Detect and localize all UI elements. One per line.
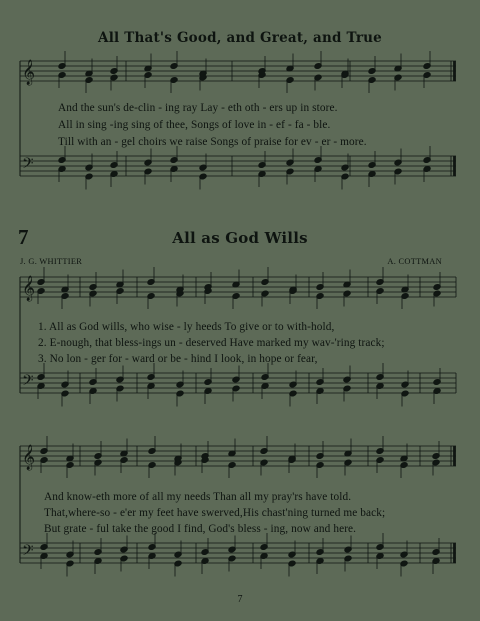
treble-clef-icon: 𝄞 [22,276,36,301]
verse-2-line-2: That,where-so - e'er my feet have swerved,His chast'ning turned me back; [44,507,386,519]
bass-clef-icon: 𝄢 [22,372,34,393]
verse-1-line-1: 1. All as God wills, who wise - ly heeds To give or to with-hold, [38,321,335,333]
composer-credit: A. COTTMAN [387,257,442,266]
treble-clef-icon: 𝄞 [22,445,36,470]
bass-clef-icon: 𝄢 [22,542,34,563]
bass-clef-icon: 𝄢 [22,155,34,176]
previous-hymn-verse-3: Till with an - gel choirs we raise Songs of praise for ev - er - more. [58,136,367,148]
previous-hymn-verse-2: All in sing -ing sing of thee, Songs of love in - ef - fa - ble. [58,119,331,131]
verse-3-line-2: But grate - ful take the good I find, God's bless - ing, now and here. [44,523,357,535]
previous-hymn-verse-1: And the sun's de-clin - ing ray Lay - eth oth - ers up in store. [58,102,338,114]
previous-hymn-title: All That's Good, and Great, and True [98,30,382,46]
verse-1-line-2: And know-eth more of all my needs Than all my pray'rs have told. [44,491,352,503]
verse-3-line-1: 3. No lon - ger for - ward or be - hind I look, in hope or fear, [38,353,318,365]
hymn-title: All as God Wills [172,229,308,247]
hymn-number: 7 [18,225,29,249]
treble-clef-icon: 𝄞 [22,60,36,85]
author-credit: J. G. WHITTIER [20,257,83,266]
page-number: 7 [237,594,243,605]
verse-2-line-1: 2. E-nough, that bless-ings un - deserved Have marked my wav-'ring track; [38,337,385,349]
